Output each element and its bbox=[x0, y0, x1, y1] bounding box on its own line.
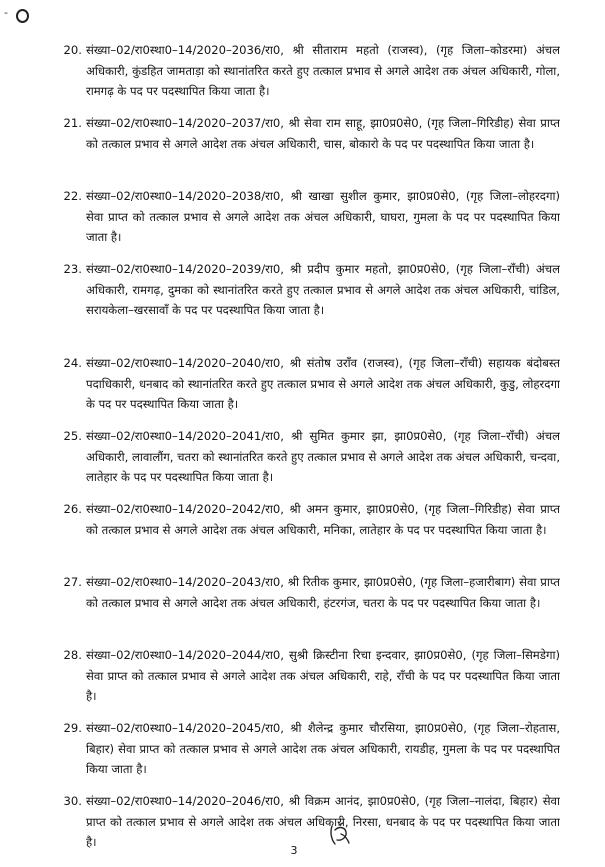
item-text: संख्या–02/रा0स्था0–14/2020–2039/रा0, श्री प्रदीप कुमार महतो, झा0प्र0से0, (गृह जिला–राँची) अंचल अधिकारी, रामगढ़, दुमका को स्थानांतरित करते हुए तत्काल प्रभाव से अगले आदेश तक अंचल अधिकारी, चांडिल, सरायकेला–खरसावाँ के पद पर पदस्थापित किया जाता है। bbox=[86, 262, 560, 317]
order-item bbox=[52, 353, 560, 415]
order-list bbox=[52, 40, 560, 864]
order-item bbox=[52, 791, 560, 853]
order-item bbox=[52, 718, 560, 780]
item-number: 20. bbox=[63, 43, 82, 57]
item-text: संख्या–02/रा0स्था0–14/2020–2038/रा0, श्री खाखा सुशील कुमार, झा0प्र0से0, (गृह जिला–लोहरदगा) सेवा प्राप्त को तत्काल प्रभाव से अगले आदेश तक अंचल अधिकारी, घाघरा, गुमला के पद पर पदस्थापित किया जाता है। bbox=[86, 189, 560, 244]
order-item bbox=[52, 186, 560, 248]
item-number: 28. bbox=[63, 648, 82, 662]
page-number: 3 bbox=[290, 844, 298, 857]
order-item bbox=[52, 113, 560, 175]
item-text: संख्या–02/रा0स्था0–14/2020–2042/रा0, श्री अमन कुमार, झा0प्र0से0, (गृह जिला–गिरिडीह) सेवा प्राप्त को तत्काल प्रभाव से अगले आदेश तक अंचल अधिकारी, मनिका, लातेहार के पद पर पदस्थापित किया जाता है। bbox=[86, 502, 560, 537]
signature-icon bbox=[327, 822, 353, 848]
order-item bbox=[52, 40, 560, 102]
item-number: 21. bbox=[63, 116, 82, 130]
item-number: 30. bbox=[63, 794, 82, 808]
item-number: 26. bbox=[63, 502, 82, 516]
order-item bbox=[52, 259, 560, 342]
circle-mark-icon bbox=[16, 9, 29, 23]
item-text: संख्या–02/रा0स्था0–14/2020–2040/रा0, श्री संतोष उराँव (राजस्व), (गृह जिला–राँची) सहायक बंदोबस्त पदाधिकारी, धनबाद को स्थानांतरित करते हुए तत्काल प्रभाव से अगले आदेश तक अंचल अधिकारी, कुडु, लोहरदगा के पद पर पदस्थापित किया जाता है। bbox=[86, 356, 560, 411]
item-text: संख्या–02/रा0स्था0–14/2020–2037/रा0, श्री सेवा राम साहू, झा0प्र0से0, (गृह जिला–गिरिडीह) सेवा प्राप्त को तत्काल प्रभाव से अगले आदेश तक अंचल अधिकारी, चास, बोकारो के पद पर पदस्थापित किया जाता है। bbox=[86, 116, 560, 151]
order-item bbox=[52, 426, 560, 488]
item-number: 27. bbox=[63, 575, 82, 589]
item-text: संख्या–02/रा0स्था0–14/2020–2043/रा0, श्री रितीक कुमार, झा0प्र0से0, (गृह जिला–हजारीबाग) सेवा प्राप्त को तत्काल प्रभाव से अगले आदेश तक अंचल अधिकारी, हंटरगंज, चतरा के पद पर पदस्थापित किया जाता है। bbox=[86, 575, 560, 610]
order-item bbox=[52, 645, 560, 707]
item-number: 22. bbox=[63, 189, 82, 203]
corner-hyphen-mark: - bbox=[4, 6, 8, 19]
item-number: 29. bbox=[63, 721, 82, 735]
item-number: 25. bbox=[63, 429, 82, 443]
order-item bbox=[52, 572, 560, 634]
item-text: संख्या–02/रा0स्था0–14/2020–2046/रा0, श्री विक्रम आनंद, झा0प्र0से0, (गृह जिला–नालंदा, बिहार) सेवा प्राप्त को तत्काल प्रभाव से अगले आदेश तक अंचल अधिकारी, निरसा, धनबाद के पद पर पदस्थापित किया जाता है। bbox=[86, 794, 560, 849]
item-text: संख्या–02/रा0स्था0–14/2020–2036/रा0, श्री सीताराम महतो (राजस्व), (गृह जिला–कोडरमा) अंचल अधिकारी, कुंडहित जामताड़ा को स्थानांतरित करते हुए तत्काल प्रभाव से अगले आदेश तक अंचल अधिकारी, गोला, रामगढ़ के पद पर पदस्थापित किया जाता है। bbox=[86, 43, 560, 98]
item-number: 24. bbox=[63, 356, 82, 370]
item-text: संख्या–02/रा0स्था0–14/2020–2041/रा0, श्री सुमित कुमार झा, झा0प्र0से0, (गृह जिला–राँची) अंचल अधिकारी, लावालौंग, चतरा को स्थानांतरित करते हुए तत्काल प्रभाव से अगले आदेश तक अंचल अधिकारी, चन्दवा, लातेहार के पद पर पदस्थापित किया जाता है। bbox=[86, 429, 560, 484]
item-text: संख्या–02/रा0स्था0–14/2020–2044/रा0, सुश्री क्रिस्टीना रिचा इन्दवार, झा0प्र0से0, (गृह जिला–सिमडेगा) सेवा प्राप्त को तत्काल प्रभाव से अगले आदेश तक अंचल अधिकारी, राहे, राँची के पद पर पदस्थापित किया जाता है। bbox=[86, 648, 560, 703]
item-number: 23. bbox=[63, 262, 82, 276]
order-item bbox=[52, 499, 560, 561]
item-text: संख्या–02/रा0स्था0–14/2020–2045/रा0, श्री शैलेन्द्र कुमार चौरसिया, झा0प्र0से0, (गृह जिला–रोहतास, बिहार) सेवा प्राप्त को तत्काल प्रभाव से अगले आदेश तक अंचल अधिकारी, रायडीह, गुमला के पद पर पदस्थापित किया जाता है। bbox=[86, 721, 560, 776]
